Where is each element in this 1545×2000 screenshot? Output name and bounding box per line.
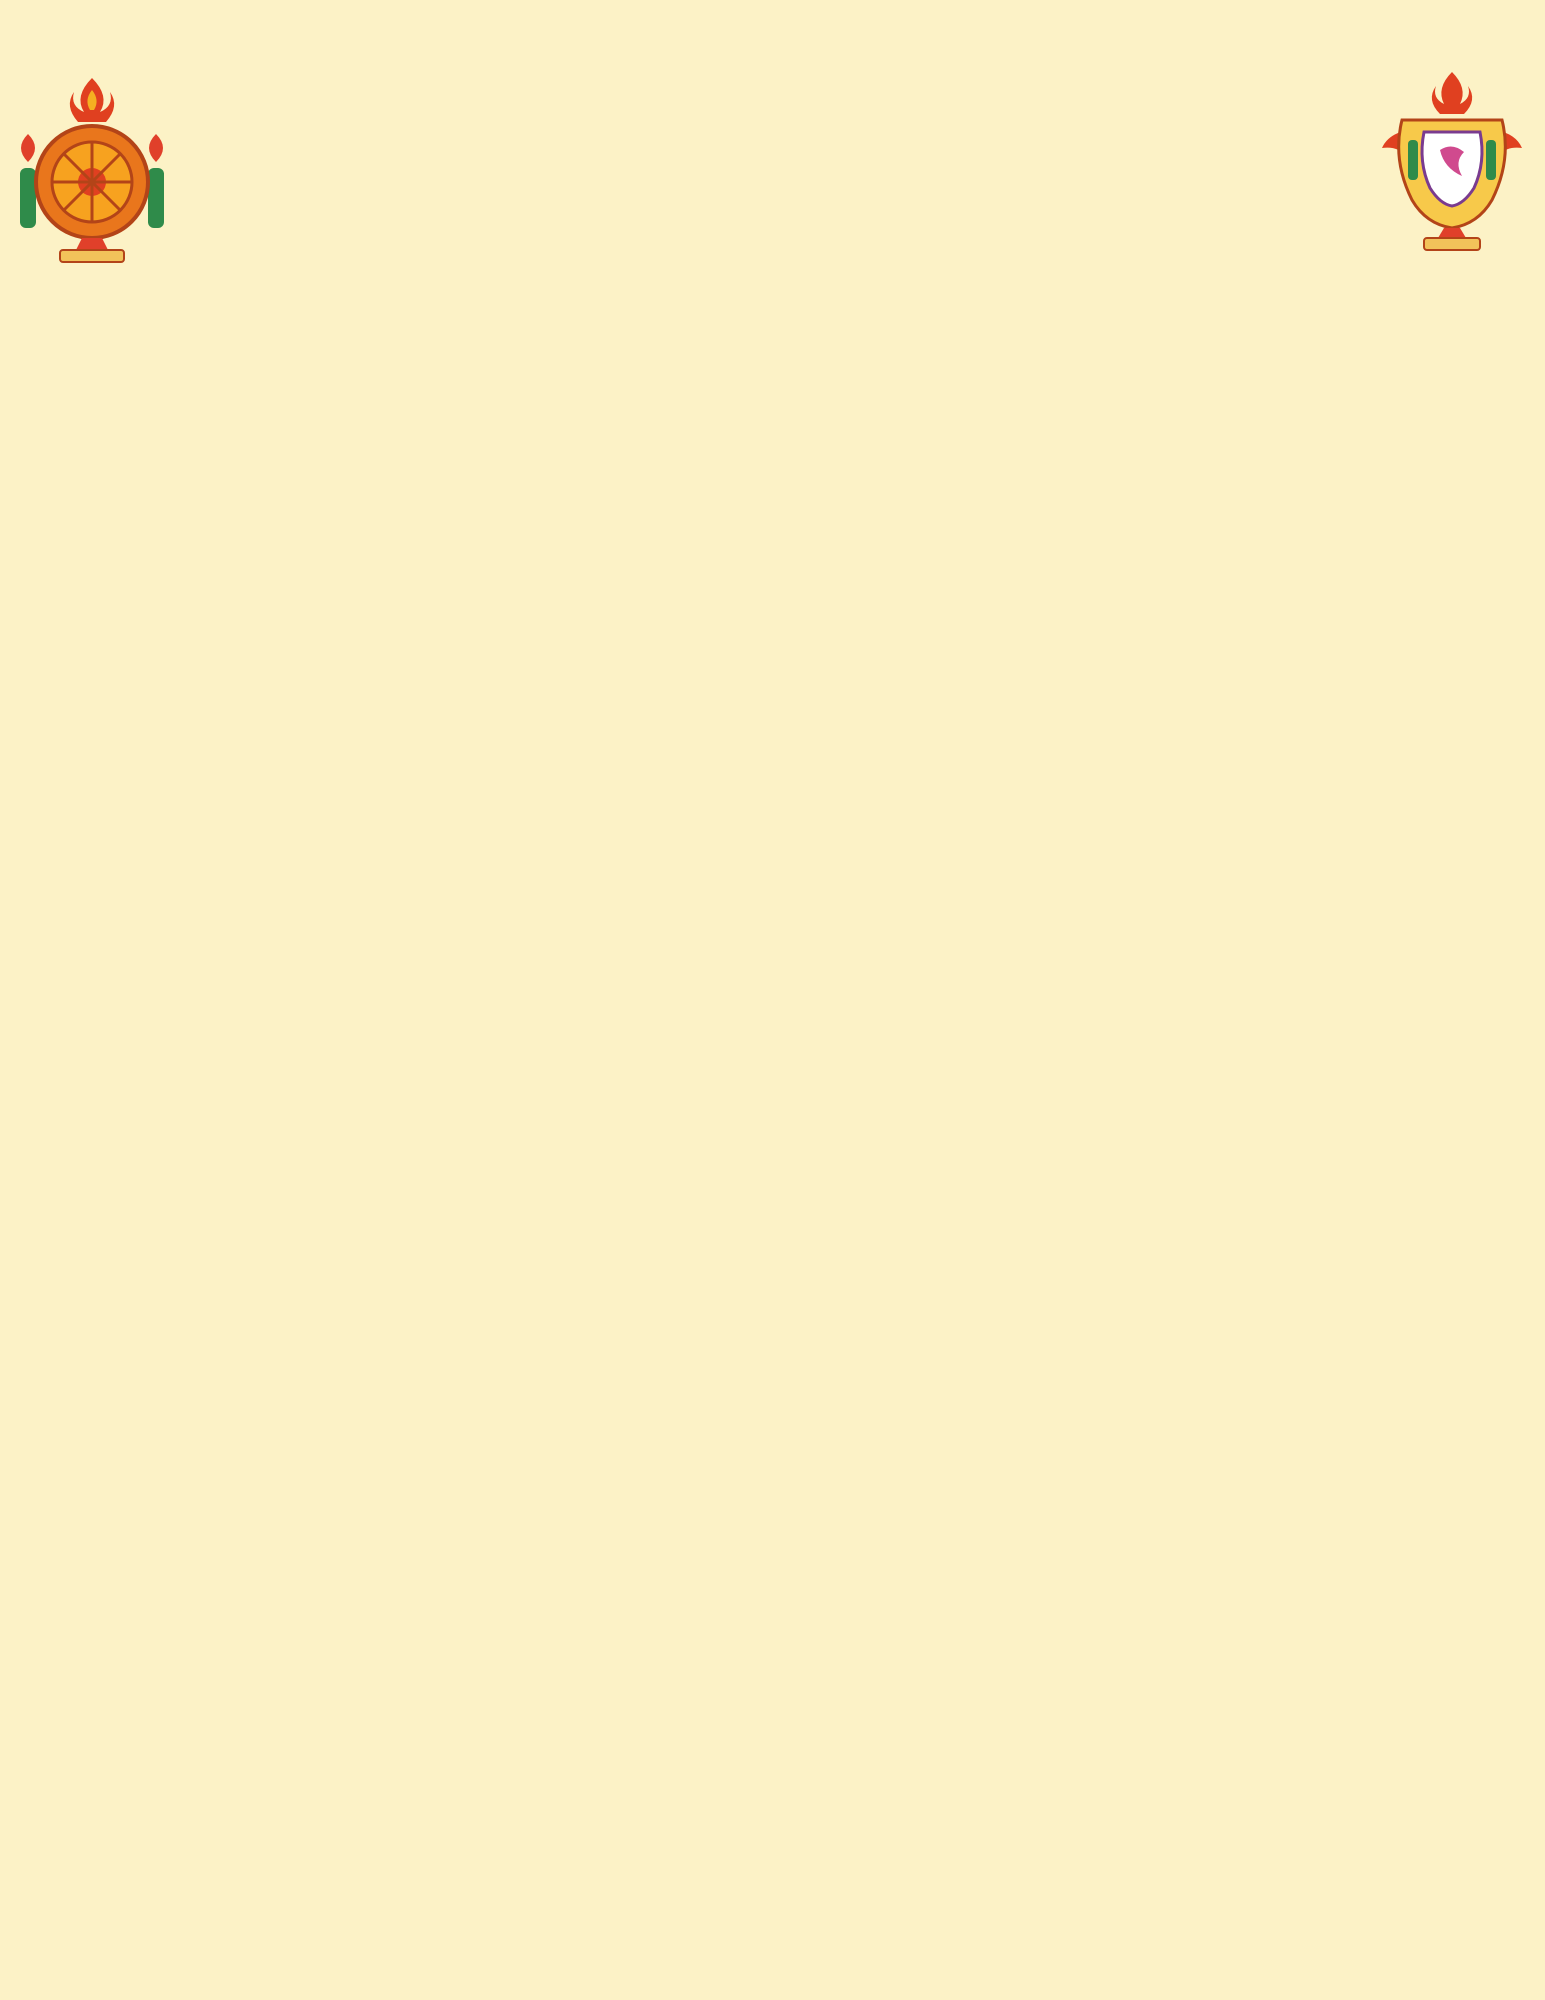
- sudarshana-chakra-icon: [6, 70, 178, 270]
- shankha-conch-icon: [1378, 70, 1526, 255]
- top-decorative-border: [0, 0, 1545, 58]
- bottom-decorative-border: [0, 1935, 1545, 2000]
